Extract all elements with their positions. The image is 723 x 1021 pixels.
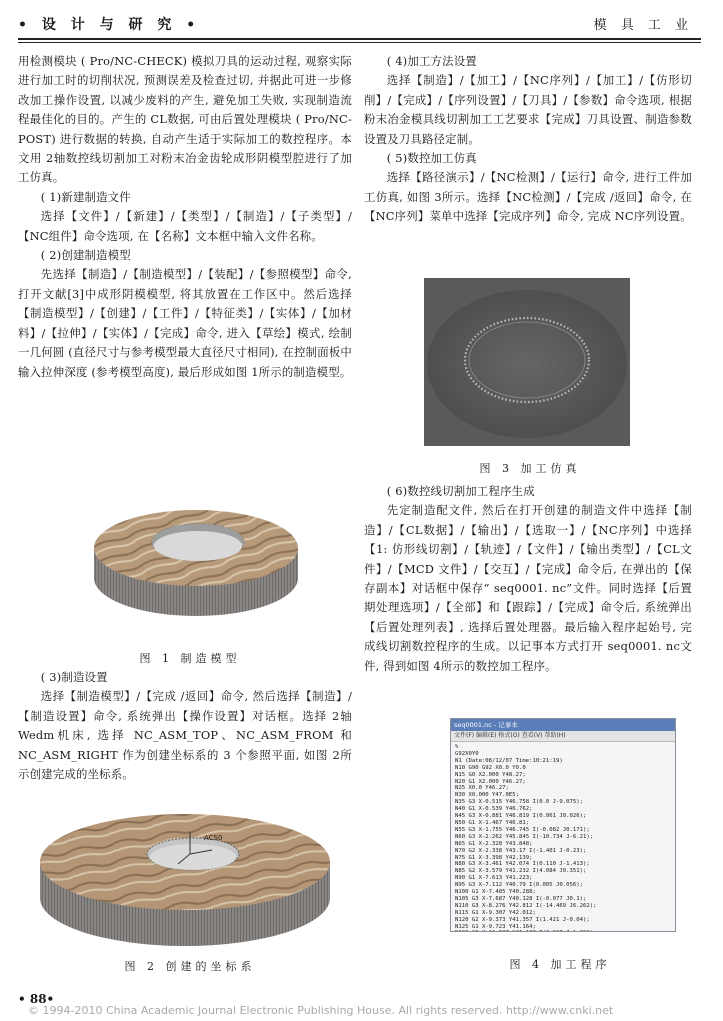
nc-code-line: N115 G1 X-9.307 Y42.012; <box>455 909 536 916</box>
nc-code-line: N40 G1 X-0.539 Y46.762; <box>455 806 533 813</box>
nc-code-line: N75 G1 X-3.398 Y42.139; <box>455 854 533 861</box>
figure-1-caption: 图 1 制造模型 <box>139 652 241 665</box>
figure-4-caption: 图 4 加工程序 <box>509 958 611 971</box>
nc-code-line: N95 G3 X-7.112 Y40.79 I(0.005 J0.056); <box>455 882 583 889</box>
header-rule-thin <box>18 42 701 43</box>
nc-code-line: N65 G1 X-2.328 Y43.848; <box>455 840 533 847</box>
nc-code-line: % <box>455 744 459 750</box>
notepad-title-bar: seq0001.nc - 记事本 <box>451 719 675 731</box>
journal-section-header: • 设 计 与 研 究 • <box>18 17 201 33</box>
section-2-title: ( 2)创建制造模型 <box>40 248 131 263</box>
nc-code-line: N90 G1 X-7.613 Y41.223; <box>455 875 533 882</box>
left-column <box>18 52 352 382</box>
nc-code-line: N60 G3 X-2.262 Y45.845 I(-10.734 J-6.21); <box>455 833 594 840</box>
section-1-body: 选择【文件】/【新建】/【类型】/【制造】/【子类型】/【NC组件】命令选项, 在【名称】文本框中输入文件名称。 <box>18 209 352 243</box>
journal-name-header: 模 具 工 业 <box>593 18 693 33</box>
nc-code-line: N55 G3 X-1.755 Y46.745 I(-0.082 J0.171); <box>455 826 590 833</box>
nc-code-line: N100 G1 X-7.485 Y40.288; <box>455 889 536 896</box>
figure-2-caption: 图 2 创建的坐标系 <box>124 960 256 973</box>
figure-3-machining-simulation <box>424 278 630 446</box>
nc-code-line: N1 (Date:08/12/07 Time:10:21:19) <box>455 757 563 764</box>
figure-4-nc-program-window <box>450 718 676 932</box>
section-2-body: 先选择【制造】/【制造模型】/【装配】/【参照模型】命令, 打开文献[3]中成形阴模模型, 将其放置在工作区中。然后选择【制造模型】/【创建】/【工件】/【特征类】/【实体】/【加材料】/【拉伸】/【实体】/【完成】命令, 进入【草绘】模式, 绘制一几何圆 (直径尺寸与参考模型最大直径尺寸相同), 在控制面板中输入拉伸深度 (参考模型高度), 最后形成如图 1所示的制造模型。 <box>18 267 352 379</box>
section-5-title: ( 5)数控加工仿真 <box>386 151 477 166</box>
left-column-lower <box>18 668 352 784</box>
nc-code-line: N125 G1 X-9.723 Y41.164; <box>455 923 536 930</box>
nc-code-line: N85 G2 X-3.579 Y41.232 I(4.084 J0.351); <box>455 868 587 875</box>
nc-code-line: N80 G3 X-3.461 Y42.074 I(0.110 J-1.413); <box>455 861 590 868</box>
right-column <box>364 52 692 227</box>
intro-paragraph: 用检测模块 ( Pro/NC-CHECK) 模拟刀具的运动过程, 观察实际进行加工时的切削状况, 预测误差及检查过切, 并据此可进一步修改加工操作设置, 以减少废料的产生, 避免加工失败, 实现制造流程最佳化的目的。产生的 CL数据, 可由后置处理模块 ( Pro/NC-POST) 进行数据的转换, 自动产生适于实际加工的数控程序。本文用 2轴数控线切割加工对粉末冶金齿轮成形阴模型腔进行了加工仿真。 <box>18 54 352 185</box>
nc-code-line: N15 G0 X2.000 Y48.27; <box>455 771 526 778</box>
nc-code-line: N45 G3 X-0.881 Y46.819 I(0.061 J0.026); <box>455 813 587 820</box>
nc-code-line: N70 G2 X-2.338 Y43.17 I(-1.401 J-0.23); <box>455 847 587 854</box>
section-4-body: 选择【制造】/【加工】/【NC序列】/【加工】/【仿形切削】/【完成】/【序列设置】/【刀具】/【参数】命令选项, 根据粉末冶金模具线切割加工工艺要求【完成】刀具设置、制造参数设置及刀具路径定制。 <box>364 73 692 146</box>
nc-code-line: N120 G2 X-9.373 Y41.357 I(1.421 J-0.04); <box>455 916 590 923</box>
section-6-body: 先定制造配文件, 然后在打开创建的制造文件中选择【制造】/【CL数据】/【输出】/【选取一】/【NC序列】中选择【1: 仿形线切割】/【轨迹】/【文件】/【输出类型】/【CL文件】/【MCD 文件】/【交互】/【完成】命令后, 在弹出的【保存副本】对话框中保存“ seq0001. nc”文件。同时选择【后置期处理选项】/【全部】和【跟踪】/【完成】命令后, 系统弹出【后置处理列表】, 选择后置处理器。最后输入程序起始号, 完成线切割数控程序的生成。以记事本方式打开 seq0001. nc文件, 得到如图 4所示的数控加工程序。 <box>364 503 692 673</box>
section-4-title: ( 4)加工方法设置 <box>386 54 477 68</box>
nc-code-line: N35 G3 X-0.515 Y46.758 I(0.0 J-9.075); <box>455 799 583 806</box>
figure-2-coordinate-system <box>18 800 352 950</box>
copyright-watermark: © 1994-2010 China Academic Journal Electronic Publishing House. All rights reserved. http://www.cnki.net <box>28 1004 614 1017</box>
nc-program-text <box>451 742 675 932</box>
csys-label: ACS0 <box>204 834 223 842</box>
header-rule <box>18 38 701 40</box>
section-1-title: ( 1)新建制造文件 <box>40 189 131 204</box>
nc-code-line: N105 G3 X-7.687 Y40.128 I(-0.077 J0.1); <box>455 895 587 902</box>
section-5-body: 选择【路径演示】/【NC检测】/【运行】命令, 进行工件加工仿真, 如图 3所示。选择【NC检测】/【完成 /返回】命令, 在【NC序列】菜单中选择【完成序列】命令, 完成 NC序列设置。 <box>364 170 692 224</box>
section-3-body: 选择【制造模型】/【完成 /返回】命令, 然后选择【制造】/【制造设置】命令, 系统弹出【操作设置】对话框。选择 2轴 Wedm机床, 选择 NC_ASM_TOP、NC_ASM_FROM 和 NC_ASM_RIGHT 作为创建坐标系的 3 个参照平面, 如图 2所示创建完成的坐标系。 <box>18 689 352 782</box>
nc-code-line: N110 G3 X-8.276 Y42.812 I(-14.469 J6.262); <box>455 902 597 909</box>
nc-code-line: N30 X0.000 Y47.0E5; <box>455 792 519 799</box>
figure-1-manufacturing-model <box>80 496 312 630</box>
notepad-menu-bar: 文件(F) 编辑(E) 格式(O) 查看(V) 帮助(H) <box>451 731 675 742</box>
right-column-lower <box>364 482 692 676</box>
nc-code-line: N10 G90 G92 X0.0 Y0.0 <box>455 764 526 771</box>
nc-code-line: N20 G1 X2.000 Y46.27; <box>455 778 526 785</box>
section-3-title: ( 3)制造设置 <box>40 670 108 684</box>
page-number: • 88• <box>18 992 55 1006</box>
figure-3-caption: 图 3 加工仿真 <box>479 462 581 475</box>
nc-code-line <box>455 930 671 932</box>
nc-code-line: N50 G1 X-1.467 Y46.81; <box>455 819 530 826</box>
nc-code-line: G92X0Y0 <box>455 750 479 757</box>
nc-code-line: N25 X0.0 Y46.27; <box>455 785 509 792</box>
section-6-title: ( 6)数控线切割加工程序生成 <box>386 484 535 498</box>
